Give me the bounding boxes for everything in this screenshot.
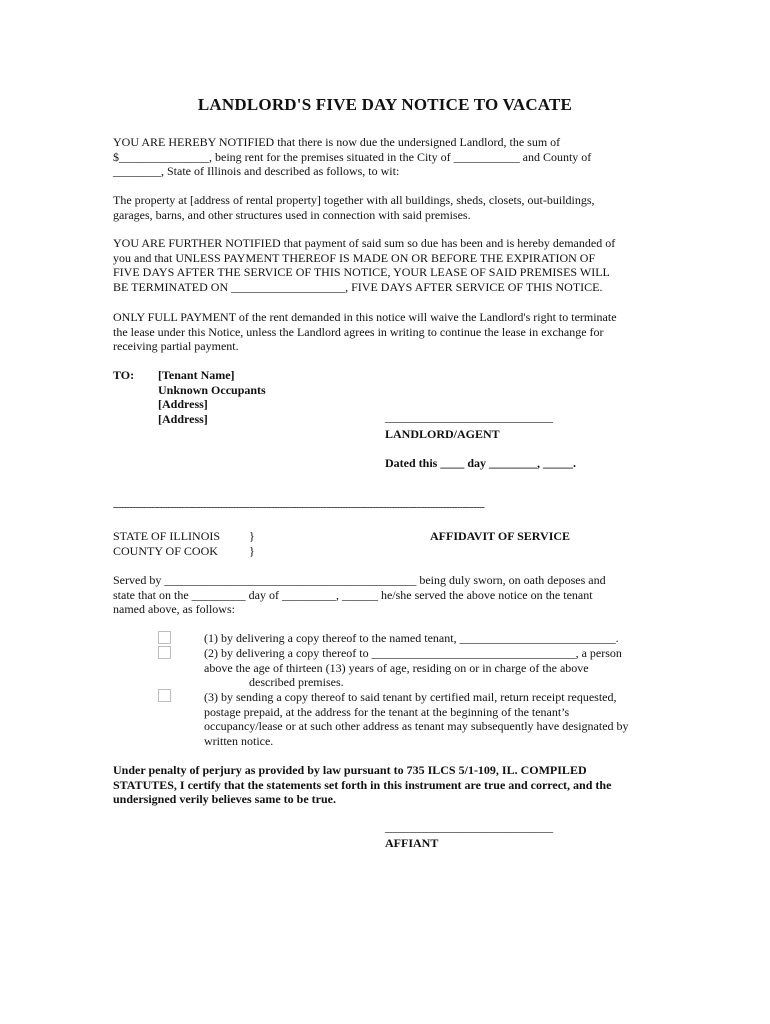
dated-line: Dated this ____ day ________, _____. — [385, 456, 577, 470]
service-option-3 — [204, 690, 629, 748]
section-divider: ---------------------------------------------------------------------------------------------------------------------------------------- — [113, 502, 485, 513]
landlord-agent-label: LANDLORD/AGENT — [385, 427, 500, 441]
to-label: TO: — [113, 368, 135, 382]
text-line: YOU ARE HEREBY NOTIFIED that there is now due the undersigned Landlord, the sum of — [113, 135, 561, 149]
text-line: written notice. — [204, 733, 274, 748]
text-line: FIVE DAYS AFTER THE SERVICE OF THIS NOTICE, YOUR LEASE OF SAID PREMISES WILL — [113, 265, 610, 280]
text-line: receiving partial payment. — [113, 339, 239, 354]
affiant-label: AFFIANT — [385, 836, 439, 850]
text-line: occupancy/lease or at such other address as tenant may subsequently have designated by — [204, 719, 629, 734]
text-line: (2) by delivering a copy thereof to __________________________________, a person — [204, 646, 622, 660]
further-notice-paragraph — [113, 236, 615, 294]
recipient-block — [158, 368, 266, 426]
full-payment-paragraph — [113, 310, 617, 354]
service-option-1: (1) by delivering a copy thereof to the named tenant, __________________________. — [204, 631, 619, 645]
text-line: Served by __________________________________________ being duly sworn, on oath deposes and — [113, 573, 606, 587]
venue-state: STATE OF ILLINOIS — [113, 529, 221, 543]
text-line: garages, barns, and other structures used in connection with said premises. — [113, 207, 471, 222]
text-line: described premises. — [249, 675, 344, 690]
text-line: ONLY FULL PAYMENT of the rent demanded in this notice will waive the Landlord's right to terminate — [113, 310, 617, 324]
text-line: Under penalty of perjury as provided by law pursuant to 735 ILCS 5/1-109, IL. COMPILED — [113, 763, 587, 777]
property-paragraph — [113, 193, 595, 222]
text-line: the lease under this Notice, unless the Landlord agrees in writing to continue the lease in exchange for — [113, 324, 604, 339]
recipient-line: [Address] — [158, 411, 208, 426]
text-line: above the age of thirteen (13) years of age, residing on or in charge of the above — [204, 660, 589, 675]
text-line: BE TERMINATED ON ___________________, FIVE DAYS AFTER SERVICE OF THIS NOTICE. — [113, 279, 603, 294]
venue-brace — [249, 529, 255, 558]
brace-glyph: } — [249, 529, 255, 543]
served-paragraph — [113, 573, 606, 617]
recipient-line: [Address] — [158, 397, 208, 412]
text-line: state that on the _________ day of _________, ______ he/she served the above notice on the tenant — [113, 587, 593, 602]
text-line: undersigned verily believes same to be true. — [113, 792, 336, 807]
affiant-signature-line[interactable]: ____________________________ — [385, 820, 553, 834]
recipient-line: Unknown Occupants — [158, 382, 266, 397]
venue-block — [113, 529, 220, 558]
text-line: you and that UNLESS PAYMENT THEREOF IS MADE ON OR BEFORE THE EXPIRATION OF — [113, 250, 596, 265]
notice-paragraph-1 — [113, 135, 591, 179]
venue-county: COUNTY OF COOK — [113, 543, 218, 558]
landlord-signature-line[interactable]: ____________________________ — [385, 410, 553, 424]
text-line: The property at [address of rental property] together with all buildings, sheds, closets, out-buildings, — [113, 193, 595, 207]
checkbox-delivery-named-tenant[interactable] — [158, 631, 171, 644]
text-line: ________, State of Illinois and described as follows, to wit: — [113, 164, 400, 179]
text-line: $_______________, being rent for the premises situated in the City of ___________ and County of — [113, 149, 592, 164]
text-line: postage prepaid, at the address for the tenant at the beginning of the tenant’s — [204, 704, 570, 719]
text-line: YOU ARE FURTHER NOTIFIED that payment of said sum so due has been and is hereby demanded of — [113, 236, 616, 250]
text-line: (3) by sending a copy thereof to said tenant by certified mail, return receipt requested, — [204, 690, 617, 704]
perjury-statement — [113, 763, 611, 807]
checkbox-certified-mail[interactable] — [158, 689, 171, 702]
service-option-2 — [204, 646, 622, 690]
recipient-line: [Tenant Name] — [158, 368, 235, 382]
document-title: LANDLORD'S FIVE DAY NOTICE TO VACATE — [197, 95, 573, 114]
text-line: STATUTES, I certify that the statements set forth in this instrument are true and correct, and the — [113, 777, 612, 792]
text-line: named above, as follows: — [113, 602, 235, 617]
brace-glyph: } — [249, 543, 255, 558]
checkbox-delivery-other-person[interactable] — [158, 646, 171, 659]
affidavit-heading: AFFIDAVIT OF SERVICE — [430, 529, 571, 543]
